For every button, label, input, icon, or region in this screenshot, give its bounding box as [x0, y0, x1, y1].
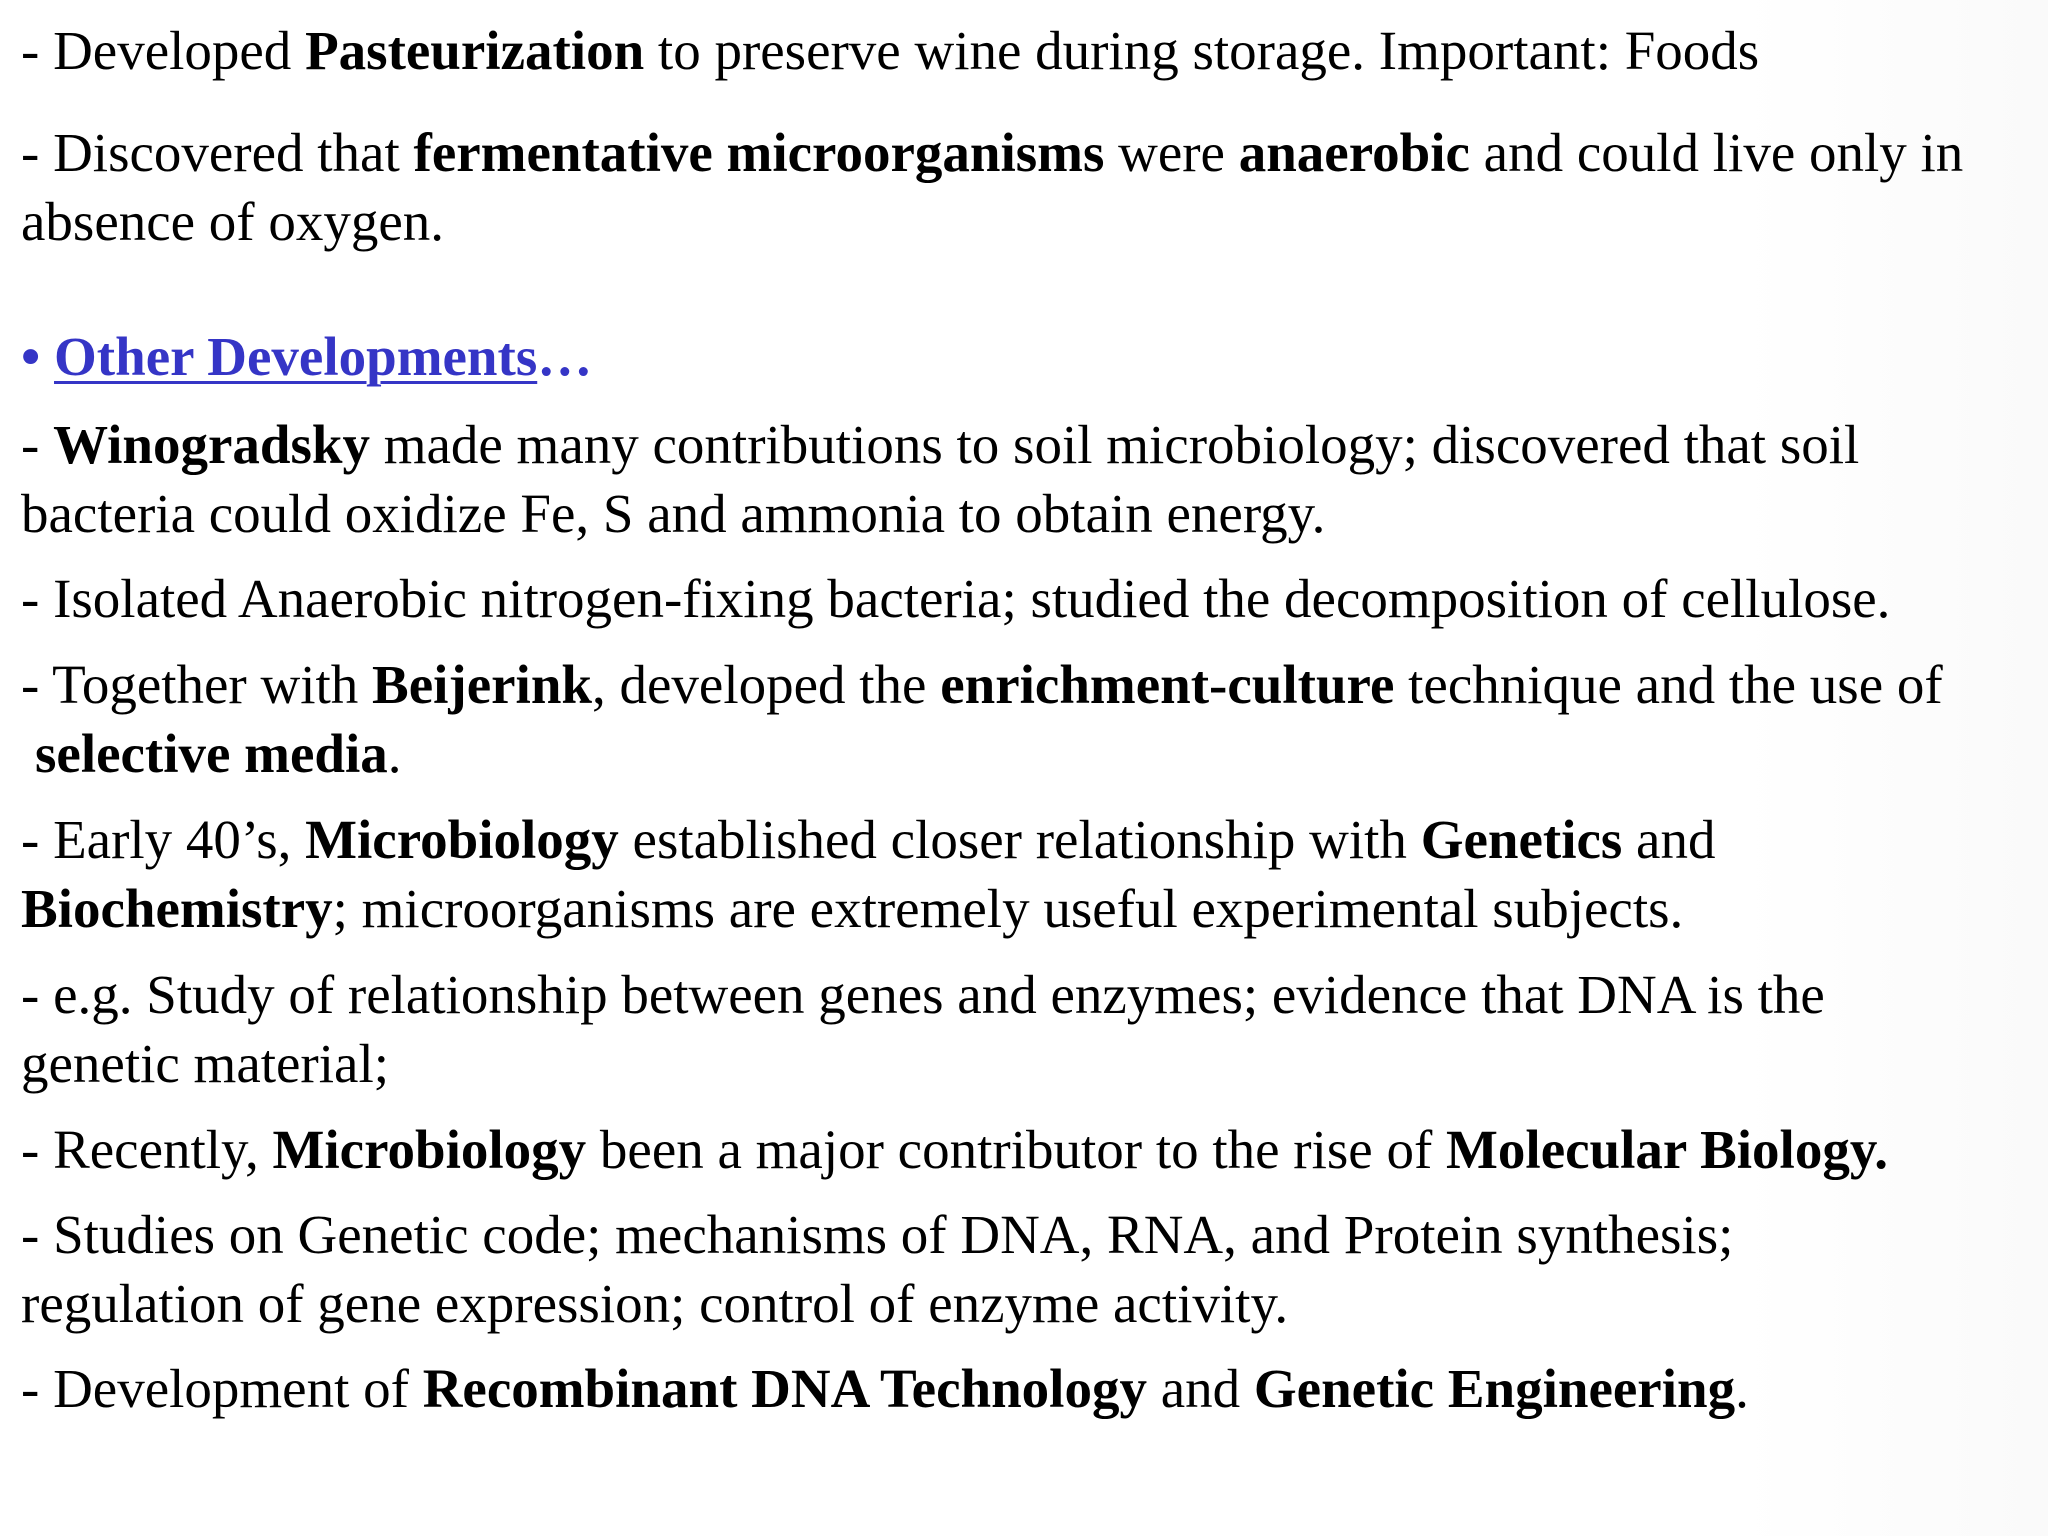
text-span: - Discovered that	[21, 122, 414, 183]
text-span: to preserve wine during storage. Important: Foods	[644, 20, 1760, 81]
text-span: ; microorganisms are extremely useful experimental subjects.	[332, 878, 1684, 939]
text-span: - Developed	[21, 20, 306, 81]
bold-term: Microbiology	[305, 809, 619, 870]
genetics-biochemistry-paragraph	[21, 805, 1921, 943]
bullet-icon: •	[21, 326, 41, 387]
bold-term: Winogradsky	[53, 414, 370, 475]
bold-term: Recombinant DNA Technology	[422, 1358, 1147, 1419]
text-span: and	[1622, 809, 1716, 870]
text-span: .	[387, 723, 402, 784]
bold-term: Genetics	[1420, 809, 1623, 870]
bold-term: Beijerink	[372, 654, 593, 715]
enrichment-culture-paragraph	[21, 650, 2031, 788]
heading-ellipsis: …	[537, 326, 593, 387]
genetic-code-paragraph	[21, 1200, 1861, 1338]
text-span: - Development of	[21, 1358, 423, 1419]
anaerobic-paragraph	[21, 118, 2016, 256]
bold-term: Pasteurization	[305, 20, 645, 81]
text-span: - Together with	[21, 654, 373, 715]
other-developments-heading	[21, 322, 592, 391]
text-span: - Isolated Anaerobic nitrogen-fixing bacteria; studied the decomposition of cellulose.	[21, 568, 1891, 629]
text-span: - Recently,	[21, 1119, 273, 1180]
text-span: - e.g. Study of relationship between genes and enzymes; evidence that DNA is the genetic material;	[21, 964, 1825, 1094]
bold-term: Microbiology	[272, 1119, 587, 1180]
text-span: .	[1735, 1358, 1749, 1419]
bold-term: selective media	[35, 723, 388, 784]
bold-term: Genetic Engineering	[1253, 1358, 1736, 1419]
text-span: , developed the	[592, 654, 941, 715]
recombinant-dna-paragraph	[21, 1354, 2031, 1423]
text-span: made many contributions to soil microbiology; discovered that soil bacteria could oxidize Fe, S and ammonia to obtain energy.	[21, 414, 1860, 544]
bold-term: enrichment-culture	[940, 654, 1395, 715]
text-span: technique and the use of	[1394, 654, 1943, 715]
heading-link[interactable]: Other Developments	[54, 326, 538, 387]
bold-term: anaerobic	[1238, 122, 1470, 183]
molecular-biology-paragraph	[21, 1115, 2031, 1184]
text-span: -	[21, 414, 54, 475]
genes-enzymes-paragraph	[21, 960, 1946, 1098]
nitrogen-fixing-paragraph	[21, 564, 2031, 633]
text-span: and	[1146, 1358, 1254, 1419]
text-span: established closer relationship with	[618, 809, 1421, 870]
winogradsky-paragraph	[21, 410, 1981, 548]
bold-term: Molecular Biology.	[1446, 1119, 1889, 1180]
bold-term: Biochemistry	[21, 878, 333, 939]
text-span: been a major contributor to the rise of	[586, 1119, 1447, 1180]
text-span: were	[1104, 122, 1239, 183]
text-span: - Early 40’s,	[21, 809, 306, 870]
text-span: and could live only in absence of oxygen.	[21, 122, 1964, 252]
bold-term: fermentative microorganisms	[413, 122, 1105, 183]
pasteurization-paragraph	[21, 16, 2031, 85]
text-span: - Studies on Genetic code; mechanisms of DNA, RNA, and Protein synthesis; regulation of gene expression; control of enzyme activity.	[21, 1204, 1734, 1334]
